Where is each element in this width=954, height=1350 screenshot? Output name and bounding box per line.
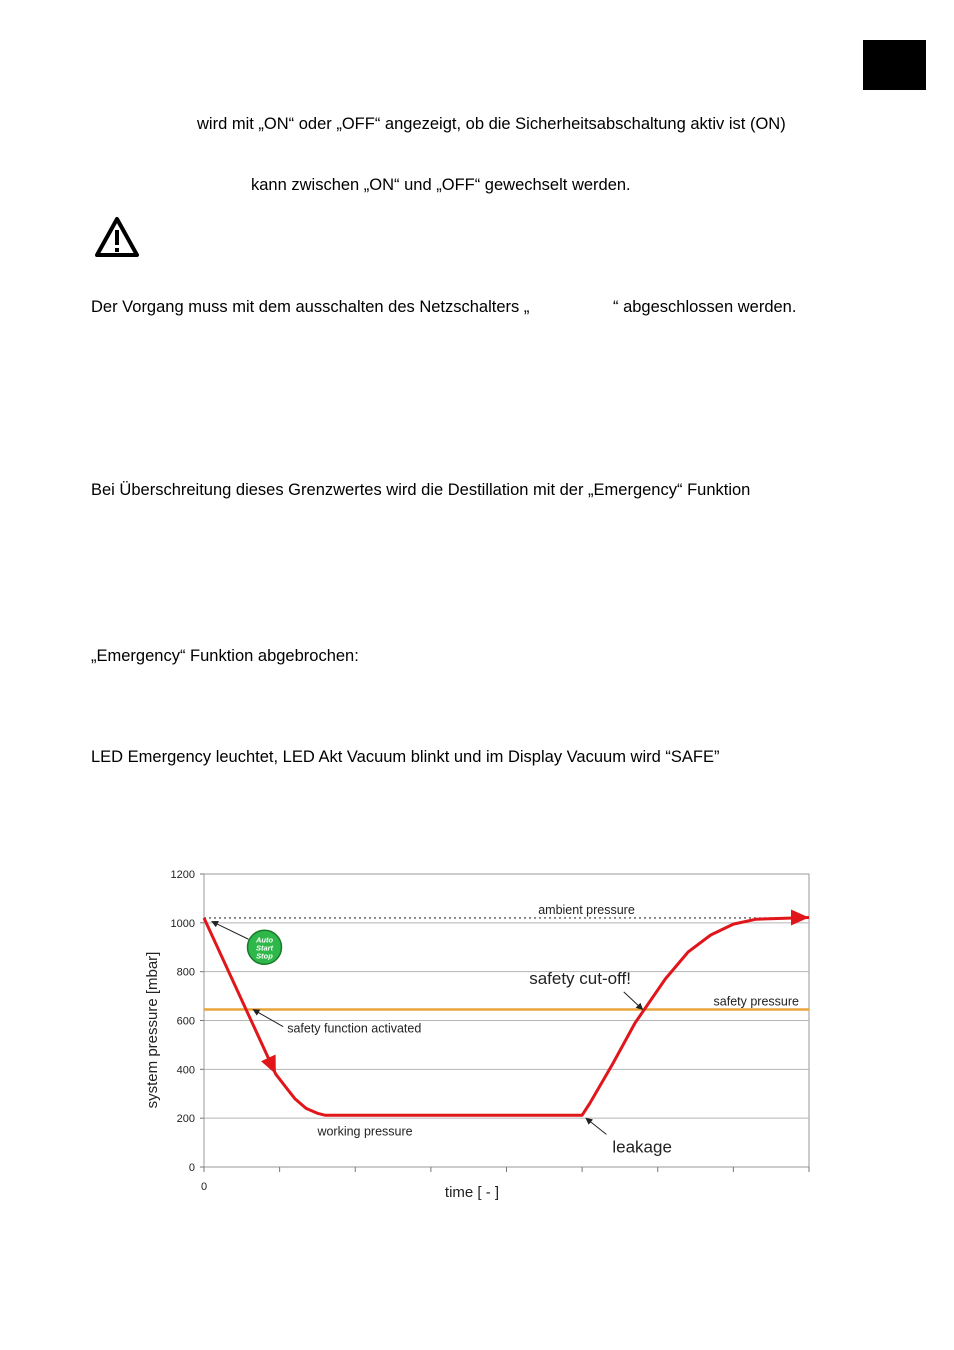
text-line-6: LED Emergency leuchtet, LED Akt Vacuum blinkt und im Display Vacuum wird “SAFE” (91, 748, 720, 766)
chart-annotations (212, 921, 672, 1156)
annotation-arrow (253, 1010, 283, 1027)
x-origin-label: 0 (200, 1181, 208, 1193)
annotation-label: leakage (612, 1137, 672, 1157)
annotation-label: working pressure (317, 1124, 413, 1139)
text-line-3b: “ abgeschlossen werden. (613, 298, 797, 316)
chart-series (204, 909, 809, 1115)
y-axis-label: system pressure [mbar] (144, 951, 161, 1109)
warning-triangle-icon (94, 215, 140, 259)
x-axis-label: time [ - ] (444, 1184, 500, 1201)
text-line-4: Bei Überschreitung dieses Grenzwertes wird die Destillation mit der „Emergency“ Funktion (91, 481, 751, 499)
annotation-label: safety function activated (287, 1021, 422, 1036)
pressure-curve (204, 918, 809, 1116)
text-line-1: wird mit „ON“ oder „OFF“ angezeigt, ob die Sicherheitsabschaltung aktiv ist (ON) (197, 115, 786, 133)
y-tick-label: 0 (188, 1162, 195, 1174)
reference-lines (204, 903, 809, 1010)
annotation-arrow (586, 1118, 606, 1134)
pressure-chart (140, 860, 830, 1210)
annotation-label: safety cut-off! (529, 968, 631, 988)
reference-line-label: safety pressure (713, 994, 799, 1009)
y-tick-label: 1000 (170, 917, 195, 930)
text-line-5: „Emergency“ Funktion abgebrochen: (91, 647, 359, 665)
badge-text: Auto (255, 935, 274, 945)
y-tick-label: 800 (176, 966, 195, 979)
badge-text: Stop (256, 951, 273, 961)
y-tick-label: 200 (176, 1113, 195, 1126)
badge-arrow (212, 921, 249, 939)
badge-text: Start (255, 943, 274, 953)
black-tab-marker (863, 40, 926, 90)
y-tick-label: 600 (176, 1015, 195, 1028)
text-line-2: kann zwischen „ON“ und „OFF“ gewechselt werden. (251, 176, 631, 194)
annotation-arrow (624, 992, 643, 1010)
y-tick-label: 400 (176, 1064, 195, 1077)
reference-line-label: ambient pressure (538, 902, 635, 917)
text-line-3a: Der Vorgang muss mit dem ausschalten des Netzschalters „ (91, 298, 530, 316)
y-tick-label: 1200 (170, 869, 195, 881)
y-tick-labels (171, 869, 195, 1174)
